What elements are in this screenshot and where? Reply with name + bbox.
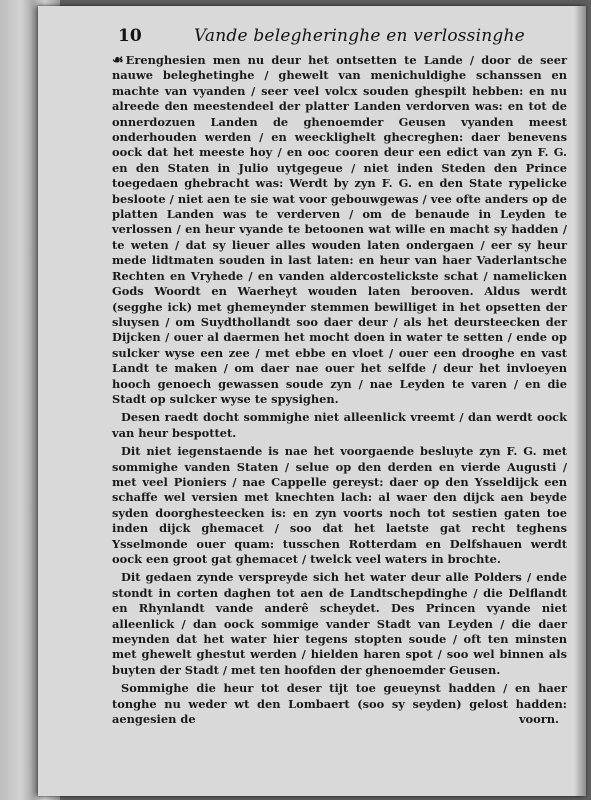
- section-mark-icon: ☙: [112, 53, 124, 68]
- body-text: [112, 53, 567, 730]
- paragraph-4: Dit gedaen zynde verspreyde sich het water deur alle Polders / ende stondt in corten daghen tot aen de Landtschepdinghe / die Delflandt en Rhynlandt vande anderê scheydet. Des Princen vyande niet alleenlick / dan oock sommige vander Stadt van Leyden / die daer meynden dat het water hier tegens stopten soude / oft ten minsten met ghewelt ghestut werden / hielden haren spot / soo wel binnen als buyten der Stadt / met ten hoofden der ghenoemder Geusen.: [112, 570, 567, 677]
- paragraph-1-text: Erenghesien men nu deur het ontsetten te Lande / door de seer nauwe beleghetinghe / ghewelt van menichuldighe schanssen en machte van vyanden / seer veel volcx souden ghespilt hebben: en nu alreede den meestendeel der platter Landen verdorven was: en tot de onnerdozuen Landen de ghenoemder Geusen vyanden meest onderhouden werden / en weecklighelt ghecreghen: daer benevens oock dat het meeste hoy / en ooc cooren deur een edict van zyn F. G. en den Staten in Julio uytgegeue / niet inden Steden den Prince toegedaen ghebracht was: Werdt by zyn F. G. en den State rypelicke besloote / niet aen te sie wat voor gebouwgewas / vee ofte anders op de platten Landen was te verderven / om de benaude in Leyden te verlossen / en heur vyande te betoonen wat wille en macht sy hadden / te weten / dat sy lieuer alles wouden laten ondergaen / eer sy heur mede lidtmaten souden in last laten: en heur van haer Vaderlantsche Rechten en Vryhede / en vanden aldercostelickste schat / namelicken Gods Woordt en Waerheyt wouden laten berooven. Aldus werdt (segghe ick) met ghemeynder stemmen bewilliget in het opsetten der sluysen / om Suydthollandt soo daer deur / als het deursteecken der Dijcken / ouer al daermen het mocht doen in water te setten / ende op sulcker wyse een zee / met ebbe en vloet / ouer een drooghe en vast Landt te maken / om daer nae ouer het selfde / deur het invloeyen hooch genoech gewassen soude zyn / nae Leyden te varen / en die Stadt op sulcker wyse te spysighen.: [112, 53, 567, 406]
- paragraph-5: Sommighe die heur tot deser tijt toe geueynst hadden / en haer tonghe nu weder wt den Lombaert (soo sy seyden) gelost hadden: aengesien de: [112, 681, 567, 727]
- page-number: 10: [118, 26, 142, 46]
- page-header: [118, 26, 528, 50]
- paragraph-2: Desen raedt docht sommighe niet alleenlick vreemt / dan werdt oock van heur bespottet.: [112, 410, 567, 440]
- running-title: Vande belegheringhe en verlossinghe: [194, 26, 525, 46]
- catchword: voorn.: [518, 712, 559, 726]
- page-edge-shadow: [574, 6, 586, 796]
- paragraph-1: [112, 53, 567, 407]
- paragraph-3: Dit niet iegenstaende is nae het voorgaende besluyte zyn F. G. met sommighe vanden Staten / selue op den derden en vierde Augusti / met veel Pioniers / nae Cappelle gereyst: daer op den Ysseldijck een schaffe wel versien met knechten lach: al waer den dijck aen beyde syden doorghesteecken is: en zyn voorts noch tot sestien gaten toe inden dijck ghemacet / soo dat het laetste gat recht teghens Ysselmonde ouer quam: tusschen Rotterdam en Delfshauen werdt oock een groot gat ghemacet / twelck veel waters in brochte.: [112, 444, 567, 566]
